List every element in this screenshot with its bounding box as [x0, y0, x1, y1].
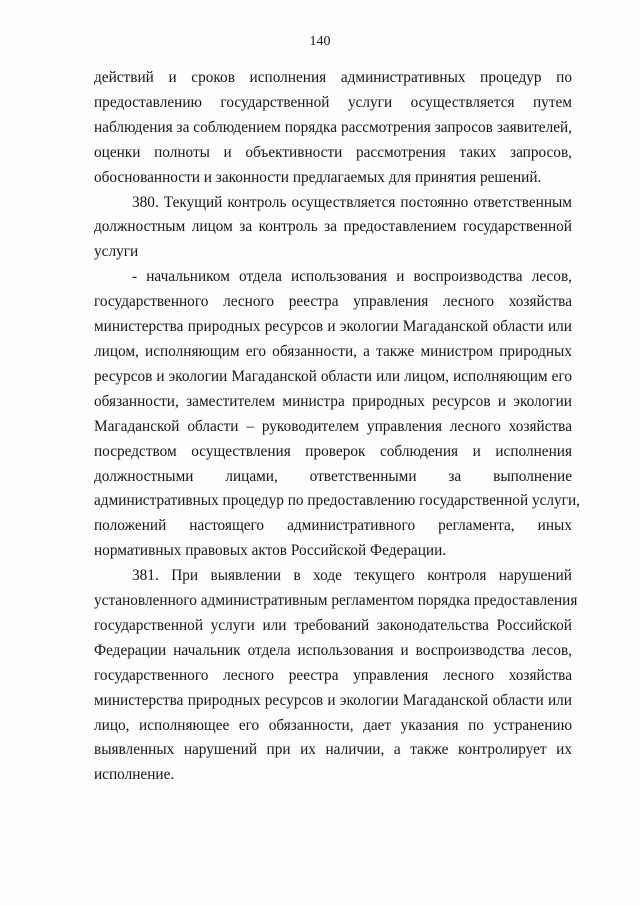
text-line: выявленных нарушений при их наличии, а также контролирует их	[94, 741, 572, 759]
text-line: оценки полноты и объективности рассмотрения таких запросов,	[94, 143, 572, 161]
paragraph-381	[94, 564, 578, 788]
document-body	[94, 66, 580, 788]
text-line: обоснованности и законности предлагаемых для принятия решений.	[94, 168, 542, 186]
text-line: действий и сроков исполнения административных процедур по	[94, 69, 572, 86]
text-line: услуги	[94, 243, 139, 261]
text-line: лицом, исполняющим его обязанности, а также министром природных	[94, 342, 572, 360]
text-line: исполнение.	[94, 766, 175, 784]
text-line: Федерации начальник отдела использования и воспроизводства лесов,	[94, 641, 572, 659]
text-line: установленного административным регламентом порядка предоставления	[94, 592, 578, 610]
text-line: государственной услуги или требований законодательства Российской	[94, 616, 572, 634]
text-line: посредством осуществления проверок соблюдения и исполнения	[94, 442, 572, 460]
text-line: административных процедур по предоставлению государственной услуги,	[94, 492, 580, 510]
text-line: ресурсов и экологии Магаданской области или лицом, исполняющим его	[94, 367, 572, 385]
text-line: наблюдения за соблюдением порядка рассмотрения запросов заявителей,	[94, 118, 572, 136]
text-line: Магаданской области – руководителем управления лесного хозяйства	[94, 417, 572, 435]
text-line: предоставлению государственной услуги осуществляется путем	[94, 93, 572, 111]
text-line: обязанности, заместителем министра природных ресурсов и экологии	[94, 392, 572, 410]
text-line: 381. При выявлении в ходе текущего контроля нарушений	[132, 567, 572, 585]
paragraph-380-list-item	[94, 265, 580, 564]
text-line: должностным лицом за контроль за предоставлением государственной	[94, 218, 572, 236]
text-line: государственного лесного реестра управления лесного хозяйства	[94, 666, 572, 684]
page-number: 140	[309, 34, 331, 49]
text-line: нормативных правовых актов Российской Федерации.	[94, 542, 447, 560]
paragraph-380	[94, 191, 572, 266]
text-line: 380. Текущий контроль осуществляется постоянно ответственным	[132, 193, 572, 211]
text-line: должностными лицами, ответственными за выполнение	[94, 467, 572, 485]
text-line: положений настоящего административного регламента, иных	[94, 517, 572, 535]
text-line: государственного лесного реестра управления лесного хозяйства	[94, 293, 572, 311]
text-line: - начальником отдела использования и воспроизводства лесов,	[132, 268, 572, 286]
paragraph-continuation	[94, 66, 572, 191]
text-line: лицо, исполняющее его обязанности, дает указания по устранению	[94, 716, 572, 734]
text-line: министерства природных ресурсов и экологии Магаданской области или	[94, 691, 572, 709]
text-line: министерства природных ресурсов и экологии Магаданской области или	[94, 318, 572, 336]
